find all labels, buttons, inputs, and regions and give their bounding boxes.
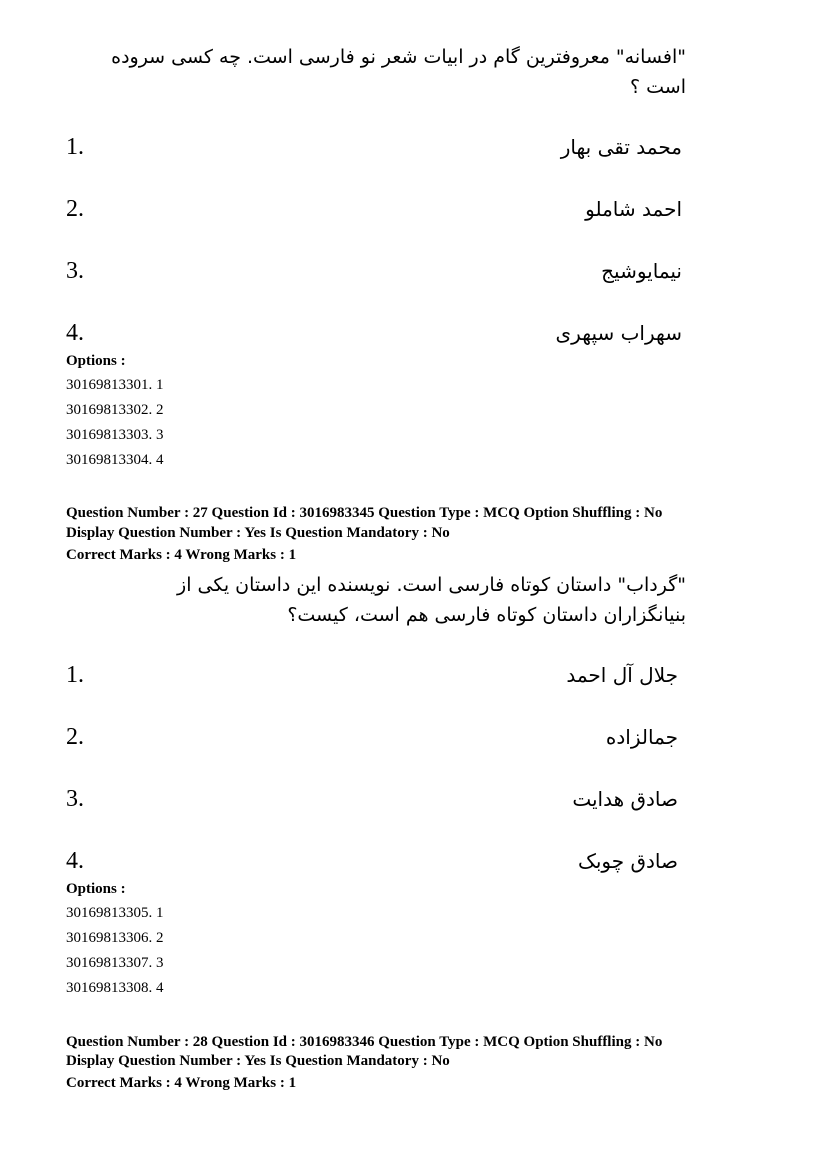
choice-number: 2. (66, 724, 84, 750)
choice-row (66, 844, 686, 878)
options-label: Options : (66, 881, 126, 897)
choice-number: 1. (66, 134, 84, 160)
option-code: 30169813308. 4 (66, 980, 164, 996)
question-meta: Display Question Number : Yes Is Question Mandatory : No (66, 525, 450, 541)
choice-number: 3. (66, 786, 84, 812)
question-text-line: بنیانگزاران داستان کوتاه فارسی هم است، کیست؟ (287, 604, 686, 626)
option-code: 30169813305. 1 (66, 905, 164, 921)
choice-row (66, 316, 686, 350)
choice-text: صادق هدایت (572, 787, 678, 811)
choice-number: 3. (66, 258, 84, 284)
choice-text: نیمایوشیج (601, 259, 682, 283)
option-code: 30169813304. 4 (66, 452, 164, 468)
option-code: 30169813307. 3 (66, 955, 164, 971)
option-code: 30169813303. 3 (66, 427, 164, 443)
choice-text: احمد شاملو (585, 197, 682, 221)
choice-row (66, 254, 686, 288)
question-meta: Correct Marks : 4 Wrong Marks : 1 (66, 547, 297, 563)
option-code: 30169813306. 2 (66, 930, 164, 946)
choice-number: 4. (66, 320, 84, 346)
option-code: 30169813301. 1 (66, 377, 164, 393)
choice-text: محمد تقی بهار (560, 135, 682, 159)
question-meta: Display Question Number : Yes Is Question Mandatory : No (66, 1053, 450, 1069)
choice-row (66, 192, 686, 226)
option-code: 30169813302. 2 (66, 402, 164, 418)
choice-row (66, 720, 686, 754)
question-meta: Question Number : 27 Question Id : 3016983345 Question Type : MCQ Option Shuffling : No (66, 505, 663, 521)
question-text-line: "افسانه" معروفترین گام در ابیات شعر نو فارسی است. چه کسی سروده (111, 46, 686, 68)
question-text (66, 42, 686, 102)
options-label: Options : (66, 353, 126, 369)
question-text (66, 570, 686, 630)
question-meta: Question Number : 28 Question Id : 3016983346 Question Type : MCQ Option Shuffling : No (66, 1034, 663, 1050)
question-text-line: است ؟ (630, 76, 686, 98)
choice-row (66, 658, 686, 692)
choice-number: 2. (66, 196, 84, 222)
choice-number: 1. (66, 662, 84, 688)
choice-text: جلال آل احمد (566, 663, 678, 687)
choice-number: 4. (66, 848, 84, 874)
choice-row (66, 130, 686, 164)
question-text-line: "گرداب" داستان کوتاه فارسی است. نویسنده این داستان یکی از (177, 574, 686, 596)
question-meta: Correct Marks : 4 Wrong Marks : 1 (66, 1075, 297, 1091)
choice-text: صادق چوبک (577, 849, 678, 873)
choice-text: جمالزاده (605, 725, 678, 749)
choice-row (66, 782, 686, 816)
choice-text: سهراب سپهری (555, 321, 682, 345)
